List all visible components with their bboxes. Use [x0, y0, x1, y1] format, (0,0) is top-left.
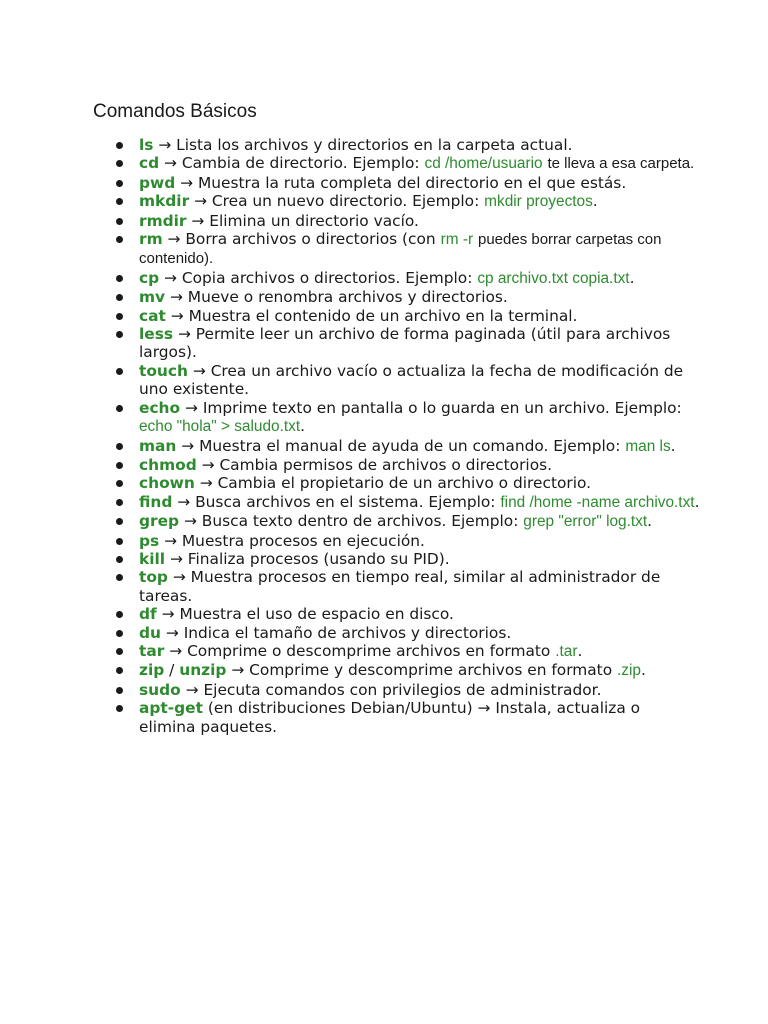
command-description: Muestra el contenido de un archivo en la terminal.	[188, 306, 578, 325]
command-name: chown	[139, 474, 195, 493]
arrow-icon: →	[231, 661, 245, 680]
arrow-icon: →	[161, 605, 175, 624]
arrow-icon: →	[199, 474, 213, 493]
command-name: zip	[139, 661, 165, 680]
arrow-icon: →	[191, 211, 205, 230]
example-code: .zip	[617, 662, 641, 680]
command-description: Elimina un directorio vacío.	[209, 211, 419, 230]
example-code: cp archivo.txt copia.txt	[477, 269, 630, 287]
list-item-grep	[0, 512, 700, 531]
example-tail: .	[577, 641, 583, 660]
list-item-mv	[0, 288, 700, 306]
list-item-top	[0, 568, 700, 605]
arrow-icon: →	[194, 192, 207, 211]
arrow-icon: →	[167, 230, 181, 249]
command-name: apt-get	[139, 699, 203, 718]
arrow-icon: →	[192, 361, 206, 380]
list-item-du	[0, 624, 700, 642]
command-description: Borra archivos o directorios (con	[185, 230, 436, 249]
command-description: Finaliza procesos (usando su PID).	[187, 549, 450, 568]
arrow-icon: →	[181, 436, 195, 455]
command-name: rmdir	[139, 211, 187, 230]
command-description: Crea un archivo vacío o actualiza la fecha de modificación de uno existente.	[139, 361, 684, 399]
arrow-icon: →	[169, 288, 183, 307]
command-name: unzip	[179, 661, 227, 680]
command-description: Instala, actualiza o elimina paquetes.	[139, 699, 641, 736]
arrow-icon: →	[183, 512, 197, 531]
command-description: Muestra el uso de espacio en disco.	[179, 605, 454, 624]
example-code: man ls	[625, 437, 671, 455]
example-tail: .	[670, 436, 676, 455]
command-name: grep	[139, 512, 180, 531]
example-tail: .	[629, 268, 635, 287]
list-item-chmod	[0, 456, 700, 474]
example-tail: .	[300, 417, 305, 436]
list-item-tar	[0, 642, 700, 661]
command-name: man	[139, 436, 177, 455]
command-description: Cambia el propietario de un archivo o directorio.	[217, 474, 592, 493]
example-tail: te lleva a esa carpeta.	[547, 155, 695, 173]
example-code: cd /home/usuario	[424, 155, 543, 173]
command-name: sudo	[139, 680, 181, 699]
arrow-icon: →	[185, 398, 198, 417]
arrow-icon: →	[169, 641, 183, 660]
list-item-ps	[0, 532, 700, 550]
command-description: Busca archivos en el sistema. Ejemplo:	[195, 492, 496, 511]
list-item-less	[0, 325, 700, 362]
arrow-icon: →	[170, 306, 184, 325]
example-code: rm -r	[440, 231, 474, 249]
list-item-rm	[0, 230, 700, 269]
example-tail: puedes borrar carpetas con contenido).	[139, 231, 662, 268]
list-item-kill	[0, 550, 700, 568]
list-item-cd	[0, 154, 700, 173]
command-name: mkdir	[139, 192, 190, 211]
example-code: grep "error" log.txt	[523, 513, 648, 531]
command-description: Mueve o renombra archivos y directorios.	[187, 288, 508, 307]
command-name: ps	[139, 531, 160, 550]
list-item-cat	[0, 307, 700, 325]
list-item-ls	[0, 136, 700, 154]
command-name: df	[139, 605, 157, 624]
arrow-icon: →	[177, 492, 191, 511]
command-name: top	[139, 568, 168, 587]
example-code: echo "hola" > saludo.txt	[139, 418, 301, 436]
list-item-mkdir	[0, 192, 700, 211]
command-description: Muestra procesos en ejecución.	[181, 531, 425, 550]
list-item-cp	[0, 269, 700, 288]
list-item-echo	[0, 399, 700, 437]
command-description: Muestra la ruta completa del directorio en el que estás.	[197, 173, 627, 192]
arrow-icon: →	[180, 173, 194, 192]
command-name: touch	[139, 361, 188, 380]
list-item-touch	[0, 362, 700, 399]
command-name: tar	[139, 641, 165, 660]
command-description: Crea un nuevo directorio. Ejemplo:	[211, 192, 480, 211]
command-name: rm	[139, 230, 163, 249]
command-description: Muestra el manual de ayuda de un comando. Ejemplo:	[199, 436, 621, 455]
command-description: Imprime texto en pantalla o lo guarda en un archivo. Ejemplo:	[202, 398, 682, 417]
arrow-icon: →	[164, 531, 177, 550]
command-name: echo	[139, 398, 181, 417]
command-description: Cambia permisos de archivos o directorios.	[219, 455, 553, 474]
command-name: mv	[139, 288, 166, 307]
list-item-chown	[0, 474, 700, 492]
list-item-find	[0, 493, 700, 512]
list-item-df	[0, 605, 700, 623]
arrow-icon: →	[169, 549, 183, 568]
arrow-icon: →	[477, 699, 491, 718]
page-title: Comandos Básicos	[93, 101, 257, 122]
arrow-icon: →	[164, 154, 177, 173]
list-item-sudo	[0, 681, 700, 699]
example-tail: .	[640, 661, 646, 680]
arrow-icon: →	[185, 680, 199, 699]
command-description: Lista los archivos y directorios en la carpeta actual.	[176, 136, 573, 154]
command-name: cat	[139, 306, 166, 325]
command-description: Copia archivos o directorios. Ejemplo:	[181, 268, 473, 287]
arrow-icon: →	[201, 455, 215, 474]
example-code: mkdir proyectos	[484, 193, 593, 211]
example-code: .tar	[555, 642, 578, 660]
list-item-rmdir	[0, 212, 700, 230]
example-tail: .	[694, 492, 700, 511]
command-name: cd	[139, 154, 160, 173]
command-name: cp	[139, 268, 160, 287]
command-description: Muestra procesos en tiempo real, similar al administrador de tareas.	[139, 568, 661, 605]
command-name: find	[139, 492, 173, 511]
command-description: Cambia de directorio. Ejemplo:	[181, 154, 420, 173]
arrow-icon: →	[164, 268, 177, 287]
command-description: Comprime o descomprime archivos en formato	[187, 641, 551, 660]
list-item-pwd	[0, 174, 700, 192]
arrow-icon: →	[165, 623, 179, 642]
command-description: Busca texto dentro de archivos. Ejemplo:	[201, 512, 519, 531]
example-code: find /home -name archivo.txt	[500, 493, 695, 511]
command-list	[0, 136, 700, 736]
command-note: (en distribuciones Debian/Ubuntu)	[207, 699, 473, 718]
command-name: pwd	[139, 173, 176, 192]
command-name: ls	[139, 136, 154, 154]
list-item-zip	[0, 661, 700, 680]
slash-separator: /	[169, 661, 175, 680]
command-description: Ejecuta comandos con privilegios de administrador.	[203, 680, 602, 699]
arrow-icon: →	[177, 325, 191, 344]
example-tail: .	[592, 192, 598, 211]
command-description: Permite leer un archivo de forma paginada (útil para archivos largos).	[139, 325, 671, 362]
command-name: less	[139, 325, 174, 344]
command-name: chmod	[139, 455, 197, 474]
list-item-man	[0, 437, 700, 456]
command-name: du	[139, 623, 161, 642]
arrow-icon: →	[172, 568, 186, 587]
command-description: Comprime y descomprime archivos en formato	[249, 661, 613, 680]
example-tail: .	[647, 512, 653, 531]
list-item-apt-get	[0, 699, 700, 736]
command-name: kill	[139, 549, 166, 568]
arrow-icon: →	[158, 136, 172, 154]
command-description: Indica el tamaño de archivos y directorios.	[183, 623, 512, 642]
